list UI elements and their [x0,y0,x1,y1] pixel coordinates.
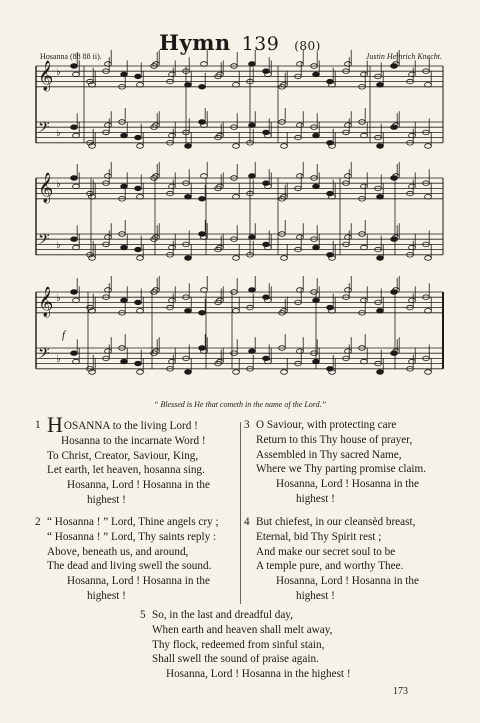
flat-icon: ♭ [56,240,61,251]
notehead [377,309,384,314]
notehead [233,370,240,375]
bass-clef-icon: 𝄢 [38,231,50,252]
notehead [137,256,144,261]
verse-number: 4 [244,516,250,528]
flat-icon: ♭ [56,67,61,78]
notehead [71,64,78,69]
notehead [185,195,192,200]
page-number: 173 [393,686,408,697]
flat-icon: ♭ [56,354,61,365]
notehead [425,256,432,261]
treble-clef-icon: 𝄞 [38,61,54,91]
notehead [121,184,128,189]
notehead [313,133,320,138]
tune-number: (80) [294,39,321,53]
notehead [281,144,288,149]
notehead [71,290,78,295]
notehead [233,256,240,261]
treble-clef-icon: 𝄞 [38,287,54,317]
notehead [135,247,142,252]
notehead [313,359,320,364]
caption: “ Blessed is He that cometh in the name of the Lord.” [153,400,327,409]
verse-5: 5 So, in the last and dreadful day, When earth and heaven shall melt away, Thy flock, redeemed from sinful stain, Shall swell the sound of praise again. Hosanna, Lord ! Hosanna in the highest ! [140,609,351,681]
notehead [185,256,192,261]
notehead [249,288,256,293]
flat-icon: ♭ [56,179,61,190]
notehead [185,83,192,88]
hymn-word: Hymn [159,30,231,55]
notehead [71,237,78,242]
notehead [233,144,240,149]
notehead [121,298,128,303]
notehead [121,359,128,364]
verse-number: 2 [35,516,41,528]
notehead [281,256,288,261]
notehead [313,72,320,77]
notehead [425,370,432,375]
dynamic-mark: f [62,329,66,341]
composer-name: Justin Heinrich Knecht. [365,52,442,61]
treble-clef-icon: 𝄞 [38,173,54,203]
notehead [281,370,288,375]
column-divider [240,422,241,604]
notehead [135,135,142,140]
notehead [135,74,142,79]
verse-4: 4 But chiefest, in our cleansèd breast, Eternal, bid Thy Spirit rest ; And make our secret soul to be A temple pure, and worthy Thee. Hosanna, Lord ! Hosanna in the highest ! [244,516,419,602]
hymn-number: 139 [241,33,280,55]
notehead [121,133,128,138]
tune-name: Hosanna (88 88 ii). [40,52,102,61]
notehead [135,300,142,305]
verse-number: 1 [35,419,41,431]
notehead [71,351,78,356]
bass-clef-icon: 𝄢 [38,119,50,140]
notehead [377,370,384,375]
notehead [199,311,206,316]
notehead [249,235,256,240]
drop-cap: H [47,412,63,437]
notehead [137,144,144,149]
notehead [249,123,256,128]
notehead [425,144,432,149]
notehead [121,245,128,250]
notehead [135,186,142,191]
notehead [121,72,128,77]
notehead [249,174,256,179]
notehead [135,361,142,366]
verse-number: 3 [244,419,250,431]
music-system [36,276,443,374]
bass-clef-icon: 𝄢 [38,345,50,366]
flat-icon: ♭ [56,128,61,139]
notehead [185,370,192,375]
notehead [377,195,384,200]
notehead [185,144,192,149]
notehead [199,85,206,90]
verse-2: 2 “ Hosanna ! ” Lord, Thine angels cry ; “ Hosanna ! ” Lord, Thy saints reply : Above, beneath us, and around, The dead and living swell the sound. Hosanna, Lord ! Hosanna in the highest ! [35,516,219,602]
verse-1: 1 HOSANNA to the living Lord ! Hosanna to the incarnate Word ! To Christ, Creator, Saviour, King, Let earth, let heaven, hosanna sing. Hosanna, Lord ! Hosanna in the highest ! [35,412,210,506]
notehead [199,197,206,202]
notehead [71,176,78,181]
notehead [313,298,320,303]
notehead [249,62,256,67]
notehead [313,184,320,189]
verse-number: 5 [140,609,146,621]
notehead [313,245,320,250]
notehead [137,370,144,375]
notehead [377,256,384,261]
notehead [71,125,78,130]
notehead [185,309,192,314]
notehead [377,144,384,149]
notehead [377,83,384,88]
notehead [249,349,256,354]
music-system [36,50,443,148]
music-system [36,162,443,260]
flat-icon: ♭ [56,293,61,304]
verse-3: 3 O Saviour, with protecting care Return to this Thy house of prayer, Assembled in Thy sacred Name, Where we Thy parting promise claim. Hosanna, Lord ! Hosanna in the highest ! [244,419,427,505]
